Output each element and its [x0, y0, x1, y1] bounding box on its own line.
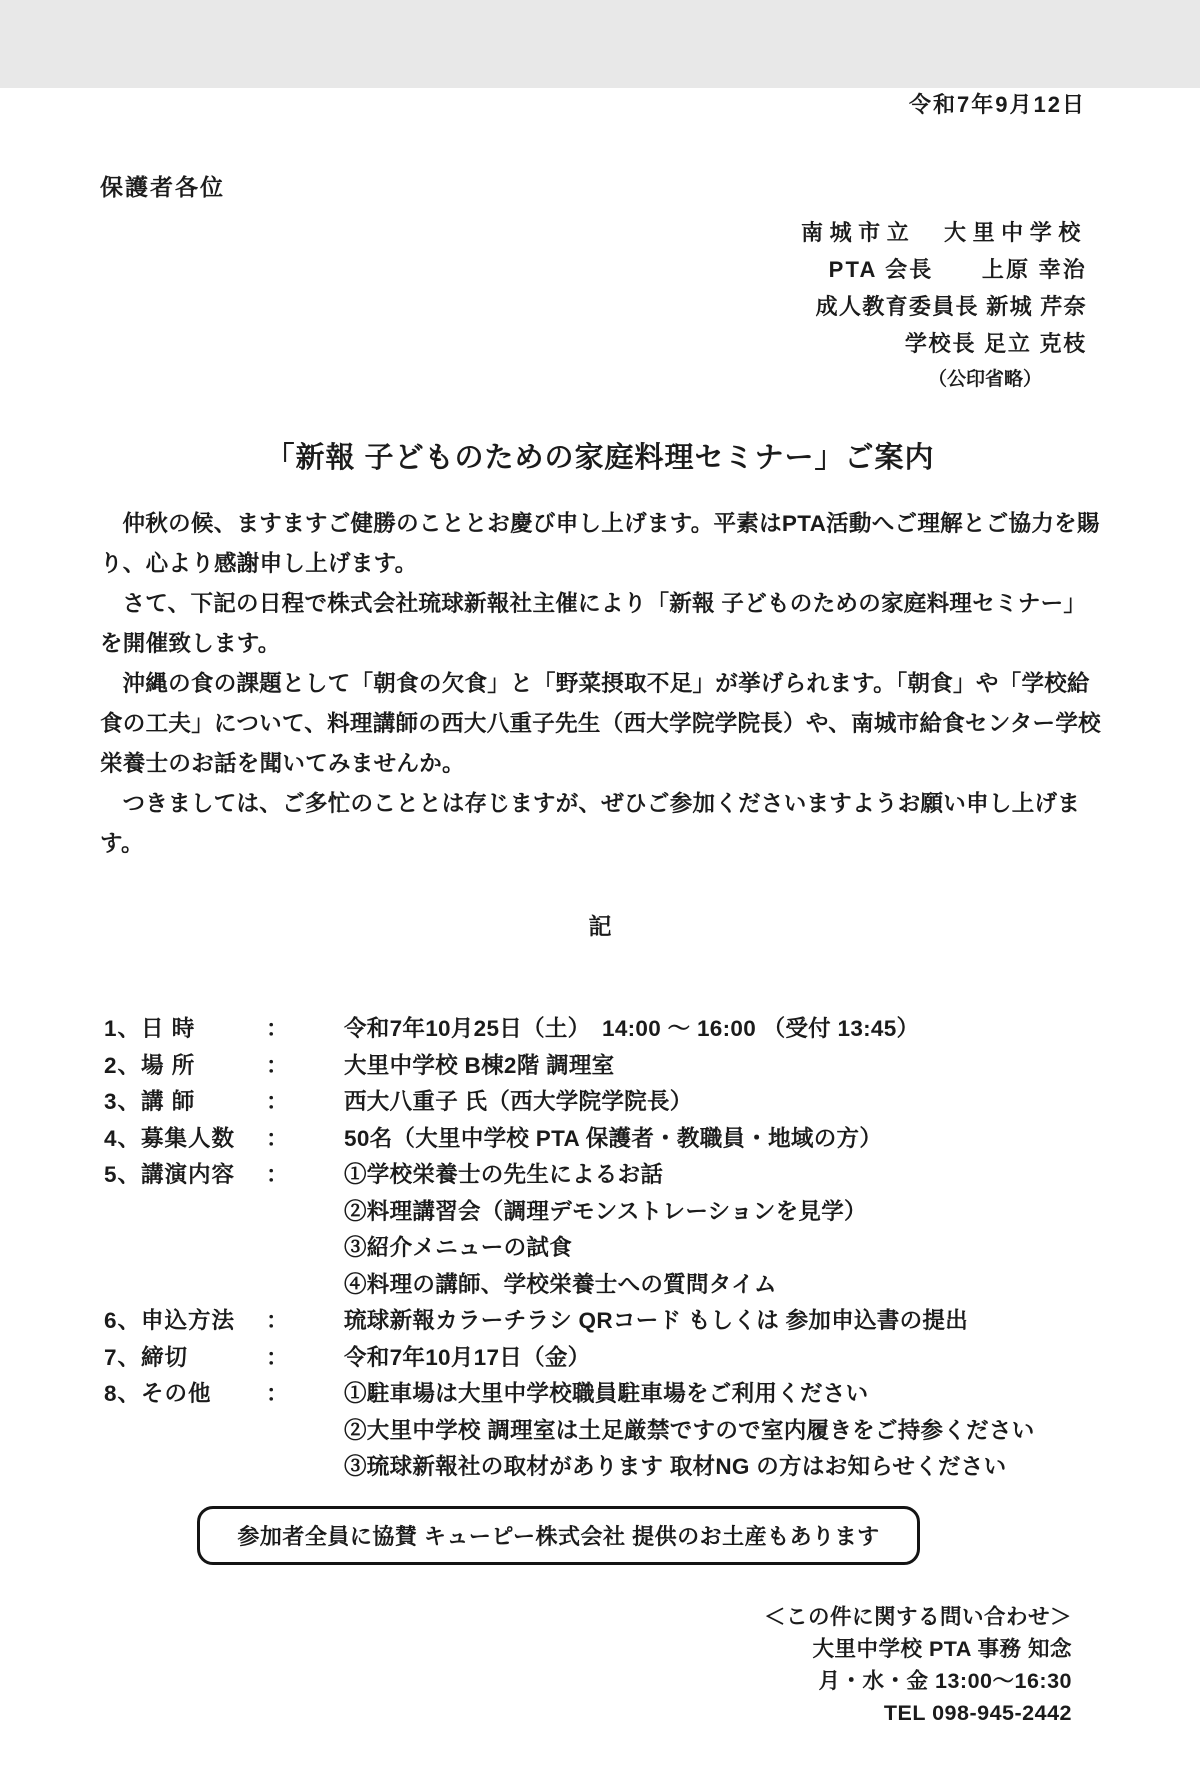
list-item-other-2 — [104, 1413, 1140, 1450]
document-date: 令和7年9月12日 — [909, 92, 1086, 117]
list-item-label: 1、日 時 — [104, 1016, 196, 1041]
list-item-value: 琉球新報カラーチラシ QRコード もしくは 参加申込書の提出 — [344, 1308, 969, 1333]
list-item-label — [104, 1194, 266, 1231]
contact-hours: 月・水・金 13:00～16:30 — [818, 1668, 1072, 1693]
list-item-program-4 — [104, 1267, 1140, 1304]
list-item-colon: ： — [266, 1162, 289, 1187]
document-page — [0, 88, 1200, 1785]
list-item-colon — [266, 1413, 344, 1450]
list-item-colon: ： — [266, 1089, 289, 1114]
recipient-line: 保護者各位 — [100, 174, 225, 200]
list-item-colon — [266, 1194, 344, 1231]
list-item-datetime — [104, 1011, 1140, 1048]
list-item-colon: ： — [266, 1381, 289, 1406]
list-item-value: 令和7年10月25日（土） 14:00 ～ 16:00 （受付 13:45） — [344, 1016, 920, 1041]
list-item-label: 5、講演内容 — [104, 1162, 236, 1187]
list-item-place — [104, 1048, 1140, 1085]
body-paragraph-announcement: さて、下記の日程で株式会社琉球新報社主催により「新報 子どものための家庭料理セミナー」を開催致します。 — [100, 591, 1087, 656]
contact-block — [0, 1601, 1200, 1729]
list-item-other — [104, 1376, 1140, 1413]
list-item-value: 50名（大里中学校 PTA 保護者・教職員・地域の方） — [344, 1125, 883, 1151]
list-item-value: 令和7年10月17日（金） — [344, 1344, 591, 1370]
list-item-other-3 — [104, 1449, 1140, 1486]
list-item-application — [104, 1303, 1140, 1340]
contact-office: 大里中学校 PTA 事務 知念 — [812, 1636, 1072, 1661]
list-item-colon: ： — [266, 1052, 289, 1078]
list-item-value: ③琉球新報社の取材があります 取材NG の方はお知らせください — [344, 1454, 1007, 1479]
list-item-colon — [266, 1449, 344, 1486]
list-item-value: ①学校栄養士の先生によるお話 — [344, 1162, 664, 1187]
list-item-value: 西大八重子 氏（西大学院学院長） — [344, 1089, 693, 1114]
souvenir-note-box: 参加者全員に協賛 キューピー株式会社 提供のお土産もあります — [197, 1506, 920, 1565]
list-item-label — [104, 1230, 266, 1267]
list-item-label: 4、募集人数 — [104, 1125, 236, 1151]
body-paragraph-greeting: 仲秋の候、ますますご健勝のこととお慶び申し上げます。平素はPTA活動へご理解とご協力を賜り、心より感謝申し上げます。 — [100, 511, 1100, 576]
list-item-colon: ： — [266, 1016, 289, 1041]
list-item-program — [104, 1157, 1140, 1194]
sender-education-chair: 成人教育委員長 新城 芹奈 — [815, 294, 1087, 319]
list-item-label: 3、講 師 — [104, 1089, 196, 1114]
list-item-deadline — [104, 1340, 1140, 1377]
list-item-colon — [266, 1230, 344, 1267]
sender-pta-chair: PTA 会長 上原 幸治 — [828, 257, 1087, 282]
body-paragraph-background: 沖縄の食の課題として「朝食の欠食」と「野菜摂取不足」が挙げられます。「朝食」や「学校給食の工夫」について、料理講師の西大八重子先生（西大学院学院長）や、南城市給食センター学校栄養士のお話を聞いてみませんか。 — [100, 671, 1101, 776]
list-item-value: ②料理講習会（調理デモンストレーションを見学） — [344, 1198, 867, 1224]
list-item-label — [104, 1413, 266, 1450]
list-item-colon: ： — [266, 1344, 289, 1370]
list-item-lecturer — [104, 1084, 1140, 1121]
sender-block — [0, 214, 1200, 362]
list-item-label: 7、締切 — [104, 1344, 189, 1370]
list-item-value: ①駐車場は大里中学校職員駐車場をご利用ください — [344, 1381, 869, 1406]
body-text — [100, 504, 1102, 864]
list-item-value: 大里中学校 B棟2階 調理室 — [344, 1052, 615, 1078]
list-item-colon — [266, 1267, 344, 1304]
list-item-label — [104, 1449, 266, 1486]
seal-omitted-note: （公印省略） — [927, 369, 1042, 390]
list-item-label: 6、申込方法 — [104, 1308, 236, 1333]
contact-phone: TEL 098-945-2442 — [883, 1700, 1072, 1725]
list-item-label: 2、場 所 — [104, 1052, 196, 1078]
list-item-label: 8、その他 — [104, 1381, 212, 1406]
body-paragraph-request: つきましては、ご多忙のこととは存じますが、ぜひご参加くださいますようお願い申し上げます。 — [100, 791, 1081, 856]
document-title: 「新報 子どものための家庭料理セミナー」ご案内 — [265, 442, 935, 474]
list-item-colon: ： — [266, 1308, 289, 1333]
list-item-label — [104, 1267, 266, 1304]
list-item-colon: ： — [266, 1125, 289, 1151]
list-item-capacity — [104, 1121, 1140, 1158]
list-item-value: ③紹介メニューの試食 — [344, 1235, 573, 1260]
list-item-program-2 — [104, 1194, 1140, 1231]
detail-list — [104, 1011, 1140, 1486]
sender-principal: 学校長 足立 克枝 — [904, 331, 1087, 356]
list-item-value: ④料理の講師、学校栄養士への質問タイム — [344, 1271, 777, 1297]
list-item-value: ②大里中学校 調理室は土足厳禁ですので室内履きをご持参ください — [344, 1417, 1035, 1443]
contact-heading: ＜この件に関する問い合わせ＞ — [763, 1604, 1072, 1629]
list-item-program-3 — [104, 1230, 1140, 1267]
ki-marker: 記 — [588, 913, 612, 939]
sender-school: 南城市立 大里中学校 — [800, 220, 1087, 245]
